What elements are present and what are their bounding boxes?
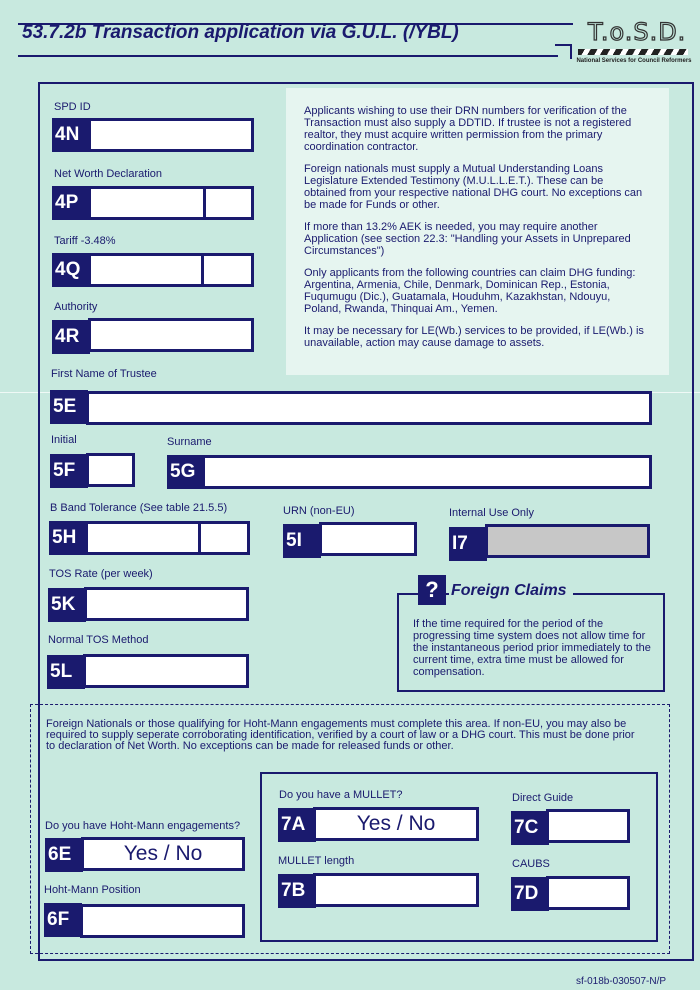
field-5h[interactable] — [85, 521, 201, 555]
code-5k: 5K — [48, 588, 86, 622]
label-5i: URN (non-EU) — [283, 505, 355, 517]
field-7c[interactable] — [546, 809, 630, 843]
form-title: 53.7.2b Transaction application via G.U.L. (/YBL) — [22, 22, 459, 43]
code-5i: 5I — [283, 524, 321, 558]
code-5g: 5G — [167, 455, 205, 489]
field-5g[interactable] — [202, 455, 652, 489]
code-7d: 7D — [511, 877, 549, 911]
label-7a: Do you have a MULLET? — [279, 789, 403, 801]
label-5e: First Name of Trustee — [51, 368, 157, 380]
field-5h-suffix[interactable] — [198, 521, 250, 555]
code-i7: I7 — [449, 527, 487, 561]
hoht-mann-note: Foreign Nationals or those qualifying for Hoht-Mann engagements must complete this area. If non-EU, you may also be required to supply seperate corroborating identification, verified by a court of law or a DHG court. This must be done prior to declaration of Net Worth. No exceptions can be made for released funds or other. — [46, 718, 635, 752]
label-6e: Do you have Hoht-Mann engagements? — [45, 820, 241, 832]
label-5f: Initial — [51, 434, 77, 446]
header-rule-bottom — [18, 55, 558, 57]
field-4q[interactable] — [88, 253, 204, 287]
field-6f[interactable] — [80, 904, 245, 938]
code-4p: 4P — [52, 186, 90, 220]
code-4q: 4Q — [52, 253, 90, 287]
field-7b[interactable] — [313, 873, 479, 907]
field-5e[interactable] — [86, 391, 652, 425]
label-7c: Direct Guide — [512, 792, 574, 804]
label-4q: Tariff -3.48% — [54, 235, 116, 247]
label-5k: TOS Rate (per week) — [49, 568, 153, 580]
label-5h: B Band Tolerance (See table 21.5.5) — [50, 502, 228, 514]
label-7d: CAUBS — [512, 858, 550, 870]
label-4p: Net Worth Declaration — [54, 168, 163, 180]
label-7b: MULLET length — [278, 855, 355, 867]
code-4r: 4R — [52, 320, 90, 354]
label-5l: Normal TOS Method — [48, 634, 149, 646]
info-paragraph: If more than 13.2% AEK is needed, you may require another Application (see section 22.3: "Handling your Assets in Unprepared Circumstances") — [304, 221, 631, 257]
field-4q-suffix[interactable] — [201, 253, 254, 287]
field-4n[interactable] — [88, 118, 254, 152]
header-notch — [555, 44, 572, 59]
logo-stripe — [578, 49, 688, 55]
code-5f: 5F — [50, 454, 88, 488]
info-paragraph: It may be necessary for LE(Wb.) services to be provided, if LE(Wb.) is unavailable, action may cause damage to assets. — [304, 325, 644, 349]
field-7a-yes-no[interactable]: Yes / No — [313, 807, 479, 841]
field-5k[interactable] — [84, 587, 249, 621]
code-5l: 5L — [47, 655, 85, 689]
code-4n: 4N — [52, 118, 90, 152]
field-5i[interactable] — [319, 522, 417, 556]
field-5f[interactable] — [86, 453, 135, 487]
label-4r: Authority — [54, 301, 98, 313]
logo-subtitle: National Services for Council Reformers — [576, 58, 692, 64]
code-7a: 7A — [278, 808, 316, 842]
field-6e-yes-no[interactable]: Yes / No — [81, 837, 245, 871]
label-4n: SPD ID — [54, 101, 91, 113]
label-5g: Surname — [167, 436, 212, 448]
info-paragraph: Only applicants from the following countries can claim DHG funding: Argentina, Armenia, Chile, Denmark, Dominican Rep., Estonia, Fuqumugu (Dic.), Guatamala, Houduhm, Kazakhstan, Ndouyu, Poland, Rwanda, Thinquai Am., Yemen. — [304, 267, 636, 315]
field-4p[interactable] — [88, 186, 206, 220]
question-icon: ? — [418, 575, 446, 605]
info-paragraph: Applicants wishing to use their DRN numbers for verification of the Transaction must also supply a DDTID. If trustee is not a registered realtor, they must acquire written permission from the primary coordination contractor. — [304, 105, 632, 153]
tosd-logo: T.o.S.D. — [588, 18, 687, 46]
code-5h: 5H — [49, 521, 87, 555]
field-5l[interactable] — [83, 654, 249, 688]
code-7b: 7B — [278, 874, 316, 908]
info-box — [286, 88, 669, 375]
field-i7-internal — [485, 524, 650, 558]
foreign-claims-body: If the time required for the period of the progressing time system does not allow time for the instantaneous period prior immediately to the current time, extra time must be allowed for compensation. — [413, 618, 651, 678]
code-6e: 6E — [45, 838, 83, 872]
form-reference: sf-018b-030507-N/P — [576, 976, 667, 987]
code-7c: 7C — [511, 811, 549, 845]
label-i7: Internal Use Only — [449, 507, 534, 519]
code-5e: 5E — [50, 390, 88, 424]
info-paragraph: Foreign nationals must supply a Mutual Understanding Loans Legislature Extended Testimony (M.U.L.L.E.T.). These can be obtained from your respective national DHG court. No exceptions can be made for Funds or other. — [304, 163, 643, 211]
field-4r[interactable] — [88, 318, 254, 352]
label-6f: Hoht-Mann Position — [44, 884, 141, 896]
field-7d[interactable] — [546, 876, 630, 910]
foreign-claims-title: Foreign Claims — [449, 582, 573, 600]
field-4p-suffix[interactable] — [203, 186, 254, 220]
code-6f: 6F — [44, 903, 82, 937]
